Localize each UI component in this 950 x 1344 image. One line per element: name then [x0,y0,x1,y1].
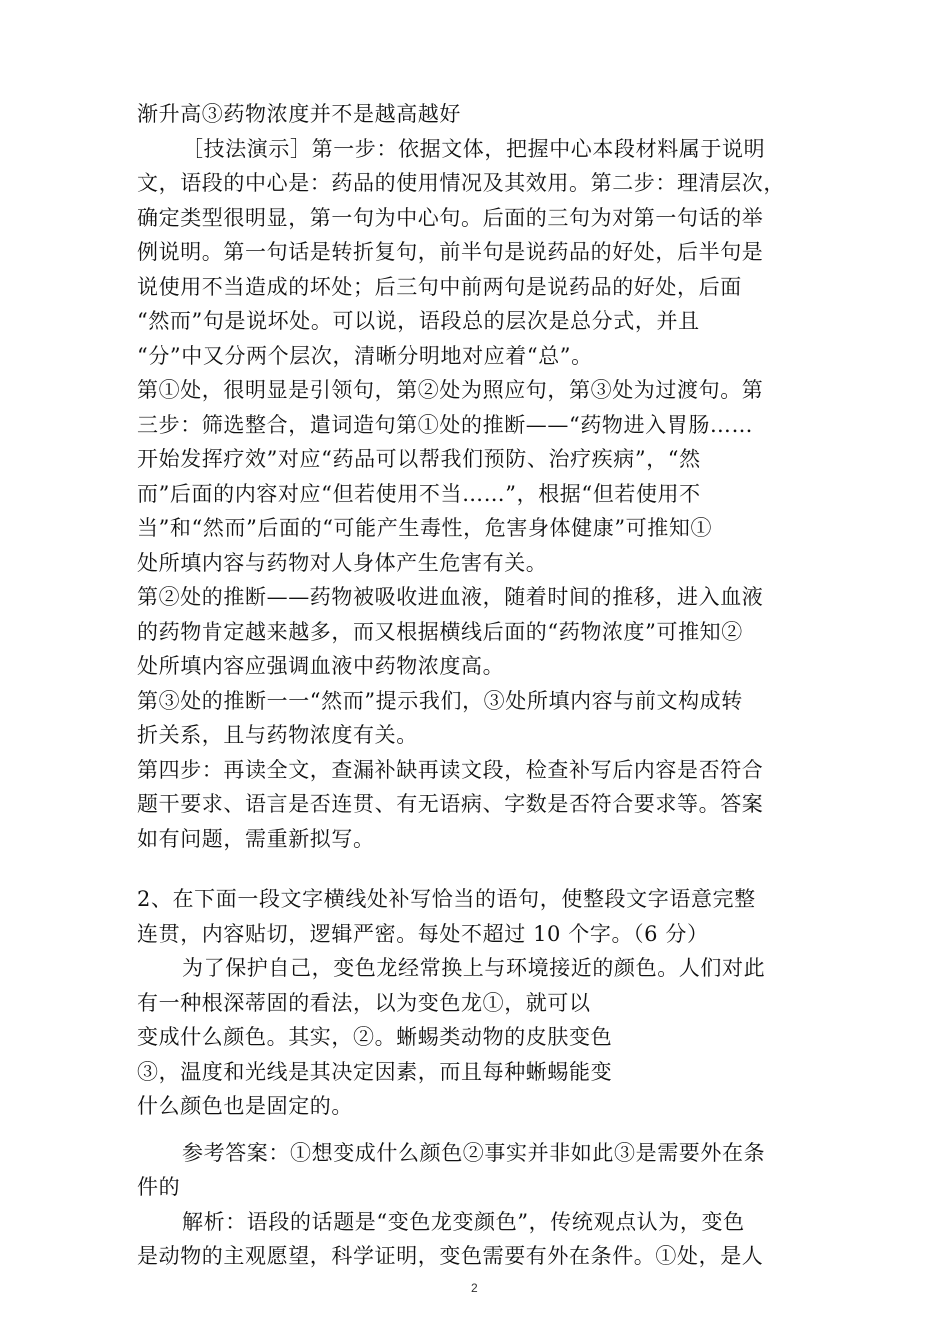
text-line: ［技法演示］第一步：依据文体，把握中心本段材料属于说明 [182,137,766,161]
text-line: 三步：筛选整合，遣词造句第①处的推断——“药物进入胃肠…… [137,413,754,437]
text-line: 变成什么颜色。其实，②。蜥蜴类动物的皮肤变色 [137,1025,613,1049]
analysis-line: 解析：语段的话题是“变色龙变颜色”，传统观点认为，变色 [182,1210,745,1234]
text-line: “分”中又分两个层次，清晰分明地对应着“总”。 [137,344,593,368]
text-line: 当”和“然而”后面的“可能产生毒性，危害身体健康”可推知① [137,516,713,540]
answer-line: 参考答案：①想变成什么颜色②事实并非如此③是需要外在条 [182,1141,766,1165]
text-line: 处所填内容与药物对人身体产生危害有关。 [137,551,548,575]
question-heading: 2、在下面一段文字横线处补写恰当的语句，使整段文字语意完整 [137,887,756,911]
text-line: 是动物的主观愿望，科学证明，变色需要有外在条件。①处，是人 [137,1244,764,1268]
text-line: 的药物肯定越来越多，而又根据横线后面的“药物浓度”可推知② [137,620,743,644]
text-line: 如有问题，需重新拟写。 [137,827,375,851]
text-line: “然而”句是说坏处。可以说，语段总的层次是总分式，并且 [137,309,700,333]
text-line: 第①处，很明显是引领句，第②处为照应句，第③处为过渡句。第 [137,378,764,402]
text-line: 第四步：再读全文，查漏补缺再读文段，检查补写后内容是否符合 [137,758,764,782]
text-line: 折关系，且与药物浓度有关。 [137,723,418,747]
text-line: 渐升高③药物浓度并不是越高越好 [137,102,461,126]
text-line: 例说明。第一句话是转折复句，前半句是说药品的好处，后半句是 [137,240,764,264]
text-line: 而”后面的内容对应“但若使用不当……”，根据“但若使用不 [137,482,701,506]
page-number: 2 [471,1281,478,1295]
text-line: 开始发挥疗效”对应“药品可以帮我们预防、治疗疾病”，“然 [137,447,701,471]
text-line: 为了保护自己，变色龙经常换上与环境接近的颜色。人们对此 [182,956,766,980]
text-line: 第②处的推断——药物被吸收进血液，随着时间的推移，进入血液 [137,585,764,609]
text-line: 件的 [137,1175,181,1199]
text-line: 什么颜色也是固定的。 [137,1094,353,1118]
text-line: 文，语段的中心是：药品的使用情况及其效用。第二步：理清层次， [137,171,785,195]
text-line: 第③处的推断一一“然而”提示我们，③处所填内容与前文构成转 [137,689,743,713]
text-line: 确定类型很明显，第一句为中心句。后面的三句为对第一句话的举 [137,206,764,230]
text-line: 连贯，内容贴切，逻辑严密。每处不超过 10 个字。（6 分） [137,922,709,946]
text-line: 处所填内容应强调血液中药物浓度高。 [137,654,505,678]
text-line: 有一种根深蒂固的看法，以为变色龙①，就可以 [137,991,591,1015]
text-line: 说使用不当造成的坏处；后三句中前两句是说药品的好处，后面 [137,275,742,299]
text-line: ③，温度和光线是其决定因素，而且每种蜥蜴能变 [137,1060,613,1084]
text-line: 题干要求、语言是否连贯、有无语病、字数是否符合要求等。答案 [137,792,764,816]
